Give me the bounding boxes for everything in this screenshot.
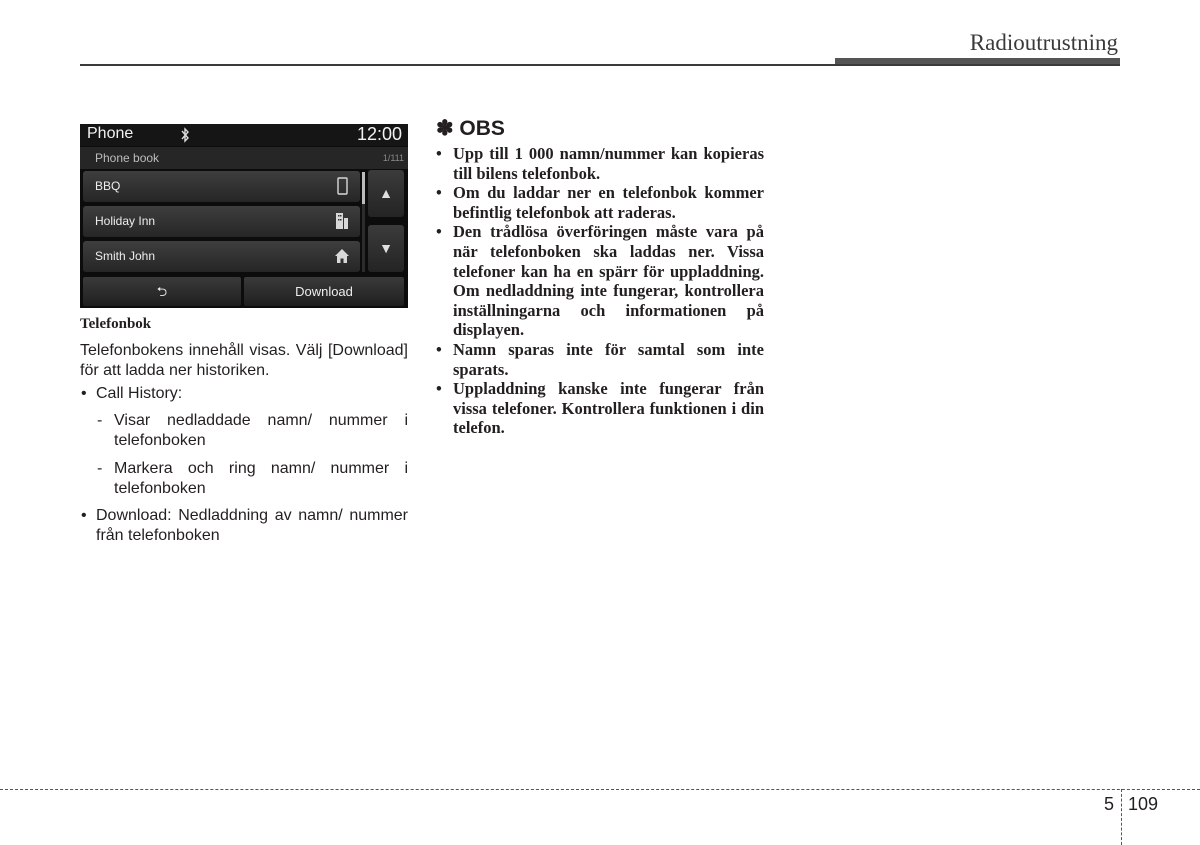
obs-item-text: Uppladdning kanske inte fungerar från vissa telefoner. Kontrollera funktionen i din telefon. xyxy=(453,379,764,438)
back-button[interactable] xyxy=(83,277,241,306)
bullet-dot: • xyxy=(436,183,442,203)
obs-item xyxy=(436,222,764,340)
sub-item-text: Visar nedladdade namn/ nummer i telefonboken xyxy=(114,412,408,449)
scroll-up-button[interactable]: ▲ xyxy=(368,170,404,217)
sub-item-text: Markera och ring namn/ nummer i telefonboken xyxy=(114,460,408,497)
scroll-down-button[interactable]: ▼ xyxy=(368,225,404,272)
back-icon: ⮌ xyxy=(156,284,168,299)
obs-list xyxy=(436,144,764,438)
footer-dashed-rule xyxy=(0,789,1200,790)
bullet-text: Call History: xyxy=(96,385,183,402)
page-count: 1/111 xyxy=(382,153,404,163)
contact-row[interactable] xyxy=(83,241,360,272)
mobile-phone-icon xyxy=(334,177,350,195)
contact-row[interactable] xyxy=(83,206,360,237)
bullet-dot: • xyxy=(436,379,442,399)
bullet-dot: • xyxy=(436,144,442,163)
status-bar xyxy=(80,124,408,146)
bullet-dot: • xyxy=(436,222,442,242)
footer-vertical-rule xyxy=(1121,789,1122,845)
phone-screen xyxy=(80,124,408,308)
download-button[interactable]: Download xyxy=(244,277,404,306)
obs-item-text: Namn sparas inte för samtal som inte sparats. xyxy=(453,339,764,379)
dash-marker: - xyxy=(97,412,103,429)
figure-caption: Telefonbok xyxy=(80,316,152,332)
obs-item-text: Om du laddar ner en telefonbok kommer befintlig telefonbok att raderas. xyxy=(453,183,764,222)
page-number: 109 xyxy=(1128,794,1159,814)
bullet-dot: • xyxy=(81,507,87,524)
intro-paragraph: Telefonbokens innehåll visas. Välj [Download] för att ladda ner historiken. xyxy=(80,342,408,379)
contact-name: Smith John xyxy=(95,249,156,263)
obs-item xyxy=(436,340,764,379)
section-title: Radioutrustning xyxy=(969,30,1118,55)
header-rule xyxy=(80,64,1120,66)
contact-row[interactable] xyxy=(83,171,360,202)
obs-item xyxy=(436,183,764,222)
chapter-number: 5 xyxy=(1104,794,1115,814)
list-title: Phone book xyxy=(95,151,160,165)
obs-item-text: Upp till 1 000 namn/nummer kan kopieras till bilens telefonbok. xyxy=(453,144,764,183)
obs-item xyxy=(436,144,764,183)
bluetooth-icon xyxy=(180,127,190,143)
screen-title: Phone xyxy=(87,125,134,142)
obs-item-text: Den trådlösa överföringen måste vara på när telefonboken ska laddas ner. Vissa telefoner kan ha en spärr för uppladdning. Om nedladdning inte fungerar, kontrollera inställningarna och informationen på displayen. xyxy=(453,222,764,340)
bullet-dot: • xyxy=(81,385,87,402)
office-phone-icon xyxy=(334,212,350,230)
dash-marker: - xyxy=(97,460,103,477)
contact-name: BBQ xyxy=(95,179,121,193)
clock: 12:00 xyxy=(356,124,402,144)
obs-item xyxy=(436,379,764,438)
home-icon xyxy=(334,247,350,265)
contact-name: Holiday Inn xyxy=(95,214,156,228)
obs-heading: ✽ OBS xyxy=(436,117,505,140)
bullet-text: Download: Nedladdning av namn/ nummer från telefonboken xyxy=(96,507,408,544)
list-header xyxy=(80,147,408,169)
bullet-dot: • xyxy=(436,339,442,359)
scrollbar-thumb[interactable] xyxy=(362,172,365,204)
